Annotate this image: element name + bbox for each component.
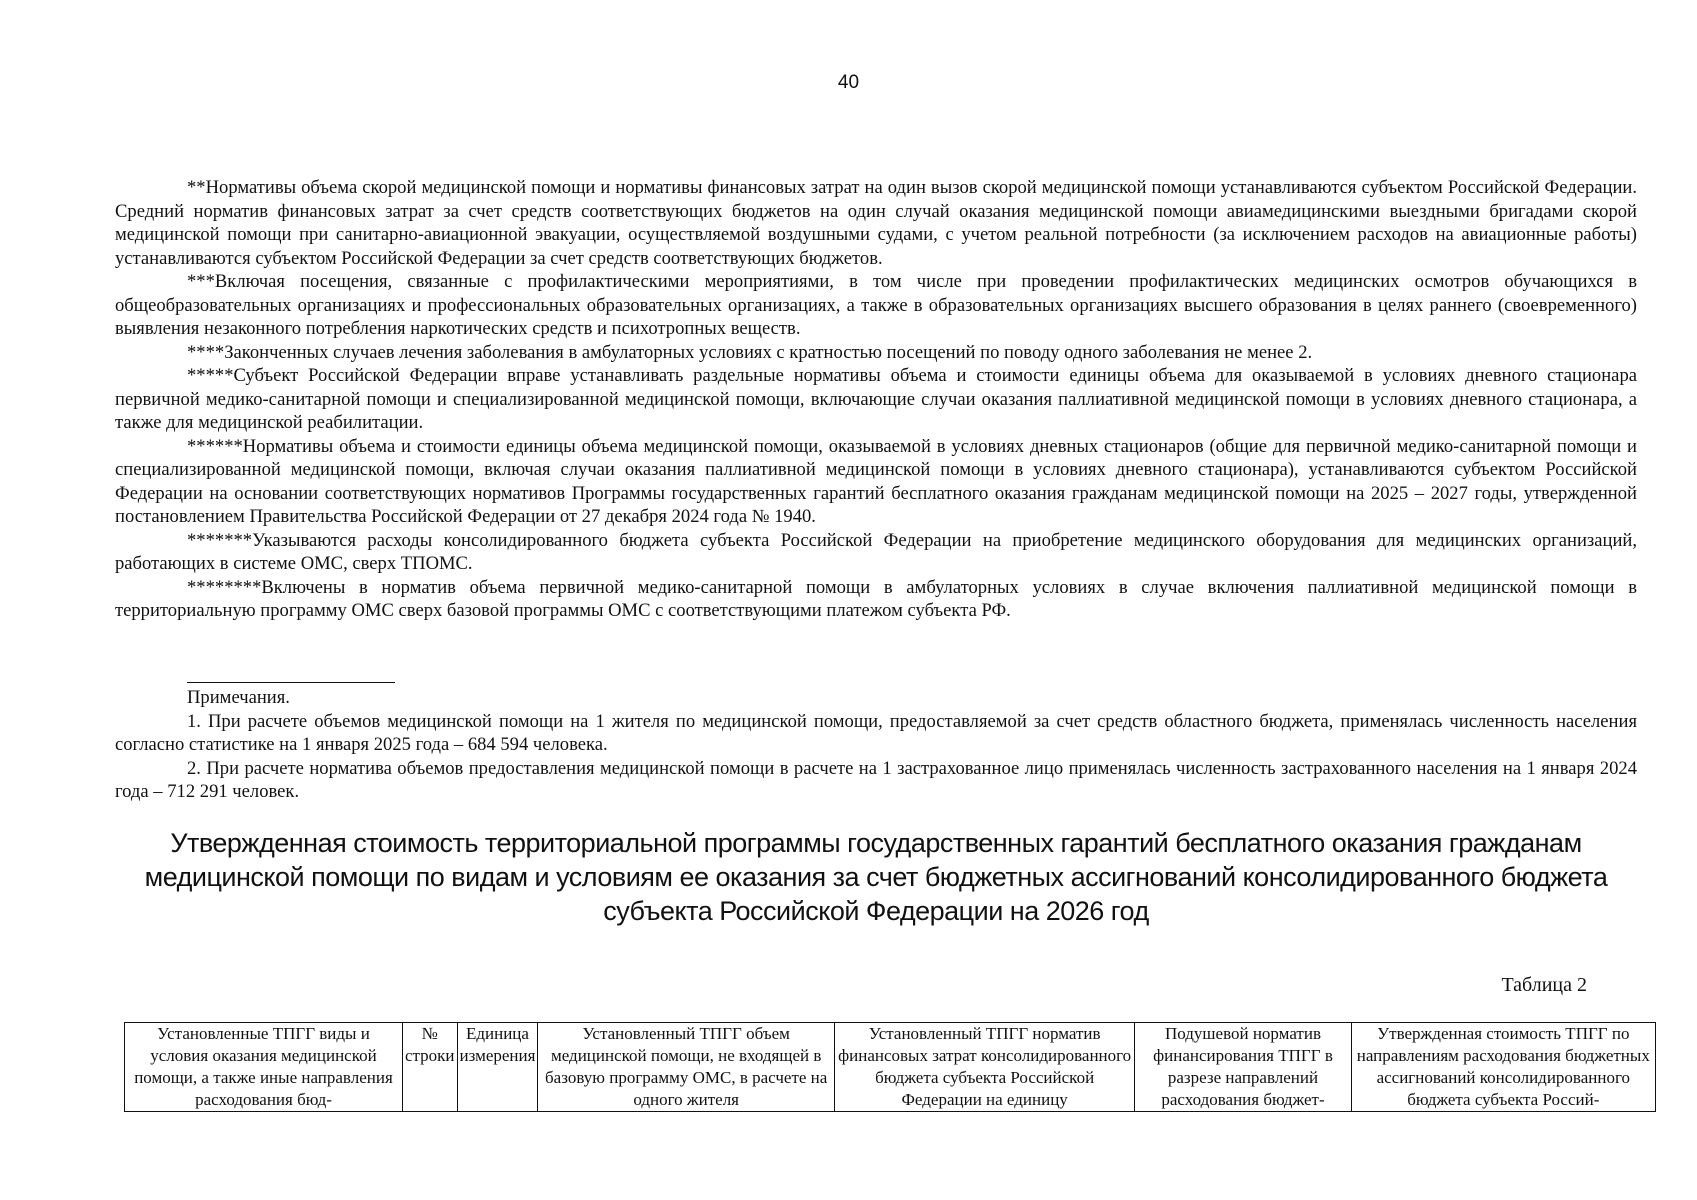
table-caption: Таблица 2 bbox=[1501, 974, 1587, 996]
footnote-3: ***Включая посещения, связанные с профилактическими мероприятиями, в том числе при проведении профилактических медицинских осмотров обучающихся в общеобразовательных организациях и профессиональных образовательных организациях, а также в образовательных организациях высшего образования в целях раннего (своевременного) выявления незаконного потребления наркотических средств и психотропных веществ. bbox=[115, 271, 1637, 339]
footnote-7: *******Указываются расходы консолидированного бюджета субъекта Российской Федерации на приобретение медицинского оборудования для медицинских организаций, работающих в системе ОМС, сверх ТПОМС. bbox=[115, 529, 1637, 574]
note-item: 2. При расчете норматива объемов предоставления медицинской помощи в расчете на 1 застрахованное лицо применялась численность застрахованного населения на 1 января 2024 года – 712 291 человек. bbox=[115, 757, 1637, 802]
section-title: Утвержденная стоимость территориальной программы государственных гарантий бесплатного оказания гражданам медицинской помощи по видам и условиям ее оказания за счет бюджетных ассигнований консолидированного бюджета субъекта Российской Федерации на 2026 год bbox=[144, 828, 1608, 926]
note-item: 1. При расчете объемов медицинской помощи на 1 жителя по медицинской помощи, предоставляемой за счет средств областного бюджета, применялась численность населения согласно статистике на 1 января 2025 года – 684 594 человека. bbox=[115, 710, 1637, 755]
header-cell: Подушевой норматив финансирования ТПГГ в разрезе направлений расходования бюджет- bbox=[1135, 1023, 1351, 1112]
notes-section bbox=[115, 686, 1637, 804]
notes-title: Примечания. bbox=[187, 687, 290, 708]
header-cell: Утвержденная стоимость ТПГГ по направлениям расходования бюджетных ассигнований консолидированного бюджета субъекта Россий- bbox=[1351, 1023, 1655, 1112]
header-cell: № строки bbox=[402, 1023, 457, 1112]
header-cell: Установленный ТПГГ объем медицинской помощи, не входящей в базовую программу ОМС, в расчете на одного жителя bbox=[538, 1023, 834, 1112]
header-cell: Установленный ТПГГ норматив финансовых затрат консолидированного бюджета субъекта Российской Федерации на единицу bbox=[834, 1023, 1135, 1112]
footnote-6: ******Нормативы объема и стоимости единицы объема медицинской помощи, оказываемой в условиях дневных стационаров (общие для первичной медико-санитарной помощи и специализированной медицинской помощи, включая случаи оказания паллиативной медицинской помощи в условиях дневного стационара), устанавливаются субъектом Российской Федерации на основании соответствующих нормативов Программы государственных гарантий бесплатного оказания гражданам медицинской помощи на 2025 – 2027 годы, утвержденной постановлением Правительства Российской Федерации от 27 декабря 2024 года № 1940. bbox=[115, 435, 1637, 527]
header-cell: Единица измерения bbox=[457, 1023, 538, 1112]
footnote-4: ****Законченных случаев лечения заболевания в амбулаторных условиях с кратностью посещений по поводу одного заболевания не менее 2. bbox=[187, 341, 1313, 363]
header-cell: Установленные ТПГГ виды и условия оказания медицинской помощи, а также иные направления расходования бюд- bbox=[125, 1023, 403, 1112]
footnote-8: ********Включены в норматив объема первичной медико-санитарной помощи в амбулаторных условиях в случае включения паллиативной медицинской помощи в территориальную программу ОМС сверх базовой программы ОМС с соответствующими платежом субъекта РФ. bbox=[115, 576, 1637, 621]
cost-table bbox=[124, 1022, 1656, 1112]
footnotes bbox=[115, 176, 1637, 623]
notes-separator bbox=[187, 682, 395, 683]
footnote-2: **Нормативы объема скорой медицинской помощи и нормативы финансовых затрат на один вызов скорой медицинской помощи устанавливаются субъектом Российской Федерации. Средний норматив финансовых затрат за счет средств соответствующих бюджетов на один случай оказания медицинской помощи авиамедицинскими выездными бригадами скорой медицинской помощи при санитарно-авиационной эвакуации, осуществляемой воздушными судами, с учетом реальной потребности (за исключением расходов на авиационные работы) устанавливаются субъектом Российской Федерации за счет средств соответствующих бюджетов. bbox=[115, 177, 1637, 269]
page-number: 40 bbox=[837, 72, 860, 93]
footnote-5: *****Субъект Российской Федерации вправе устанавливать раздельные нормативы объема и стоимости единицы объема для оказываемой в условиях дневного стационара первичной медико-санитарной помощи и специализированной медицинской помощи, включающие случаи оказания паллиативной медицинской помощи в условиях дневного стационара, а также для медицинской реабилитации. bbox=[115, 365, 1637, 433]
table-header-row bbox=[125, 1023, 1656, 1112]
